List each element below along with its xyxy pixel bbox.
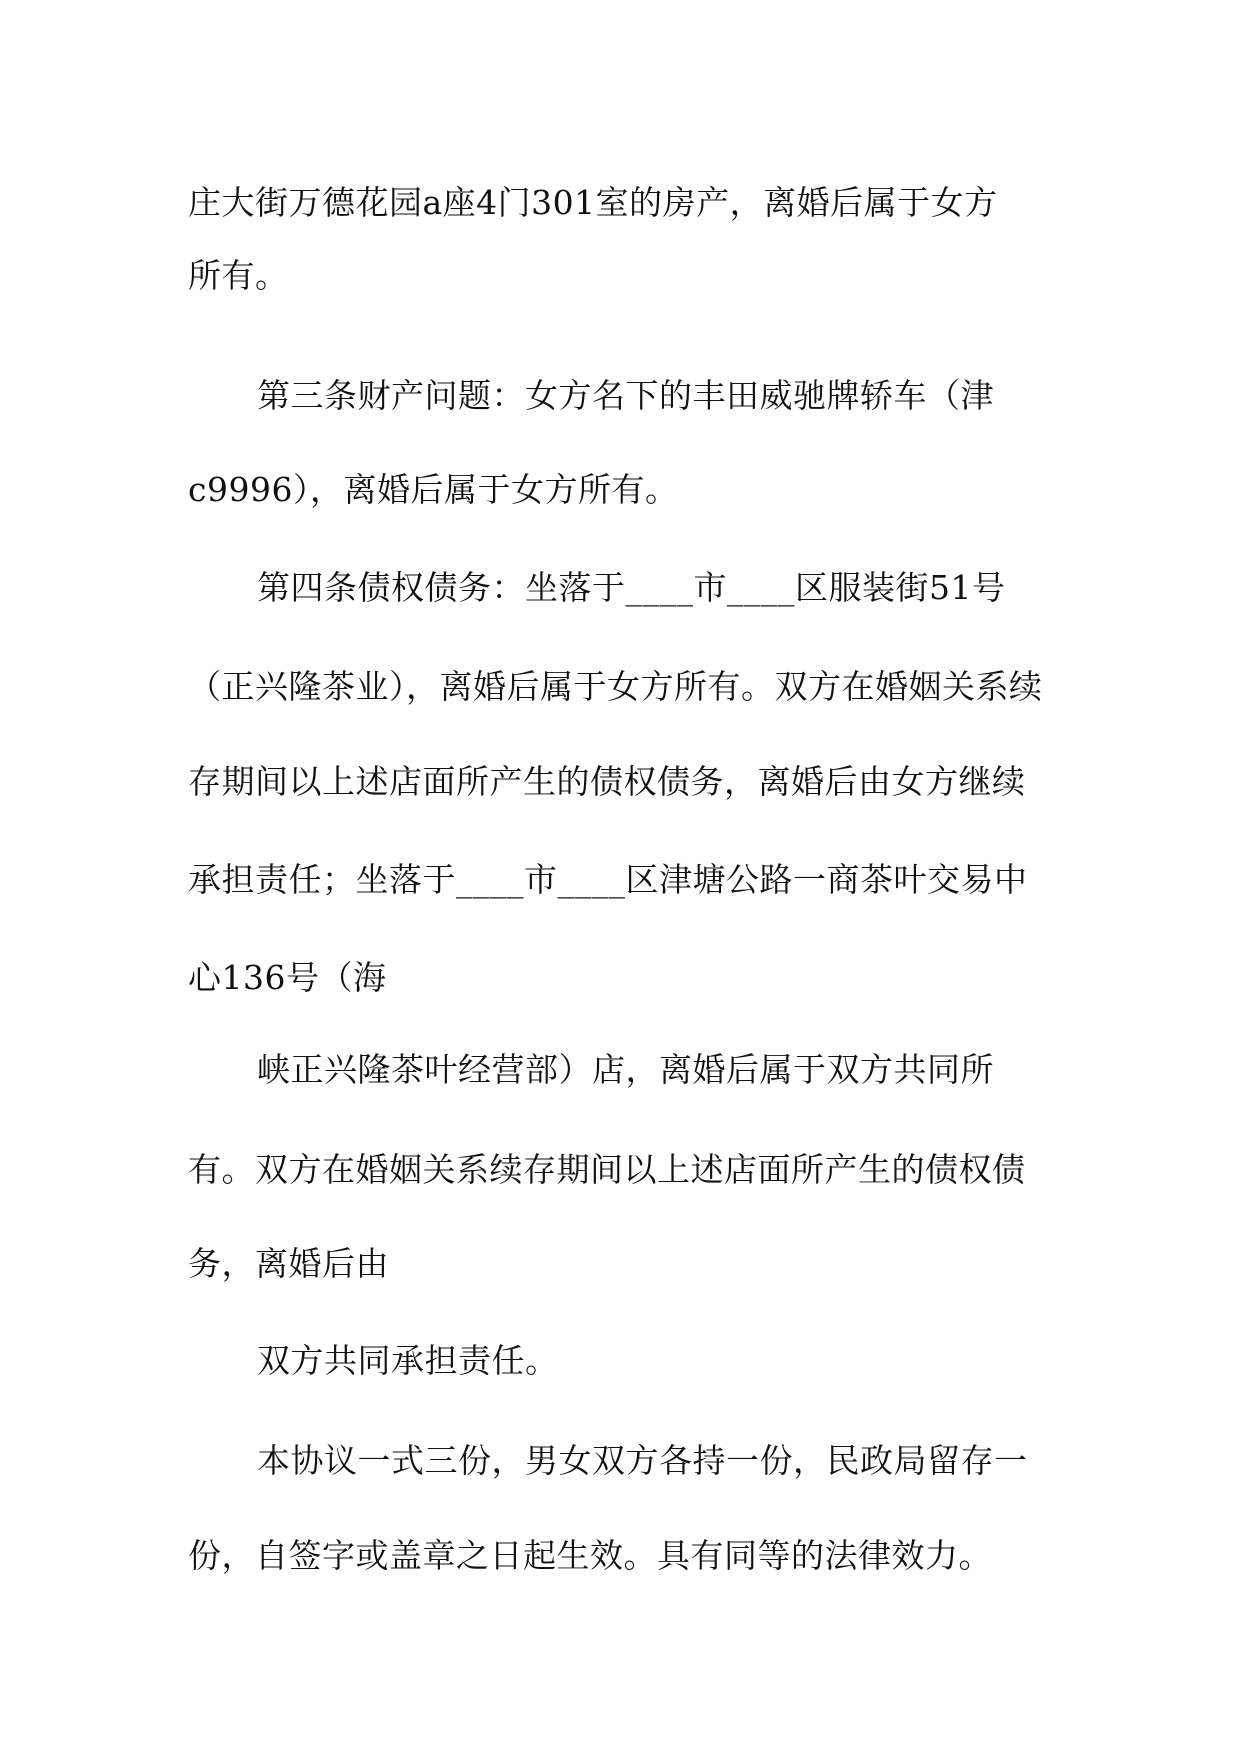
text-line: 所有。 bbox=[188, 256, 289, 295]
text-line: 份，自签字或盖章之日起生效。具有同等的法律效力。 bbox=[188, 1536, 992, 1575]
text-line: 心136号（海 bbox=[188, 958, 387, 997]
text-line: 第三条财产问题：女方名下的丰田威驰牌轿车（津 bbox=[257, 376, 994, 415]
text-line: c9996），离婚后属于女方所有。 bbox=[188, 470, 679, 509]
text-line: （正兴隆茶业），离婚后属于女方所有。双方在婚姻关系续 bbox=[188, 667, 1043, 706]
text-line: 有。双方在婚姻关系续存期间以上述店面所产生的债权债 bbox=[188, 1150, 1026, 1189]
text-line: 承担责任；坐落于____市____区津塘公路一商茶叶交易中 bbox=[188, 860, 1028, 899]
text-line: 庄大街万德花园a座4门301室的房产，离婚后属于女方 bbox=[188, 183, 998, 222]
text-line: 双方共同承担责任。 bbox=[257, 1341, 559, 1380]
text-line: 本协议一式三份，男女双方各持一份，民政局留存一 bbox=[257, 1441, 1028, 1480]
text-line: 第四条债权债务：坐落于____市____区服装街51号 bbox=[257, 568, 1006, 607]
text-line: 存期间以上述店面所产生的债权债务，离婚后由女方继续 bbox=[188, 762, 1026, 801]
text-line: 峡正兴隆茶叶经营部）店，离婚后属于双方共同所 bbox=[257, 1050, 994, 1089]
text-line: 务，离婚后由 bbox=[188, 1244, 389, 1283]
